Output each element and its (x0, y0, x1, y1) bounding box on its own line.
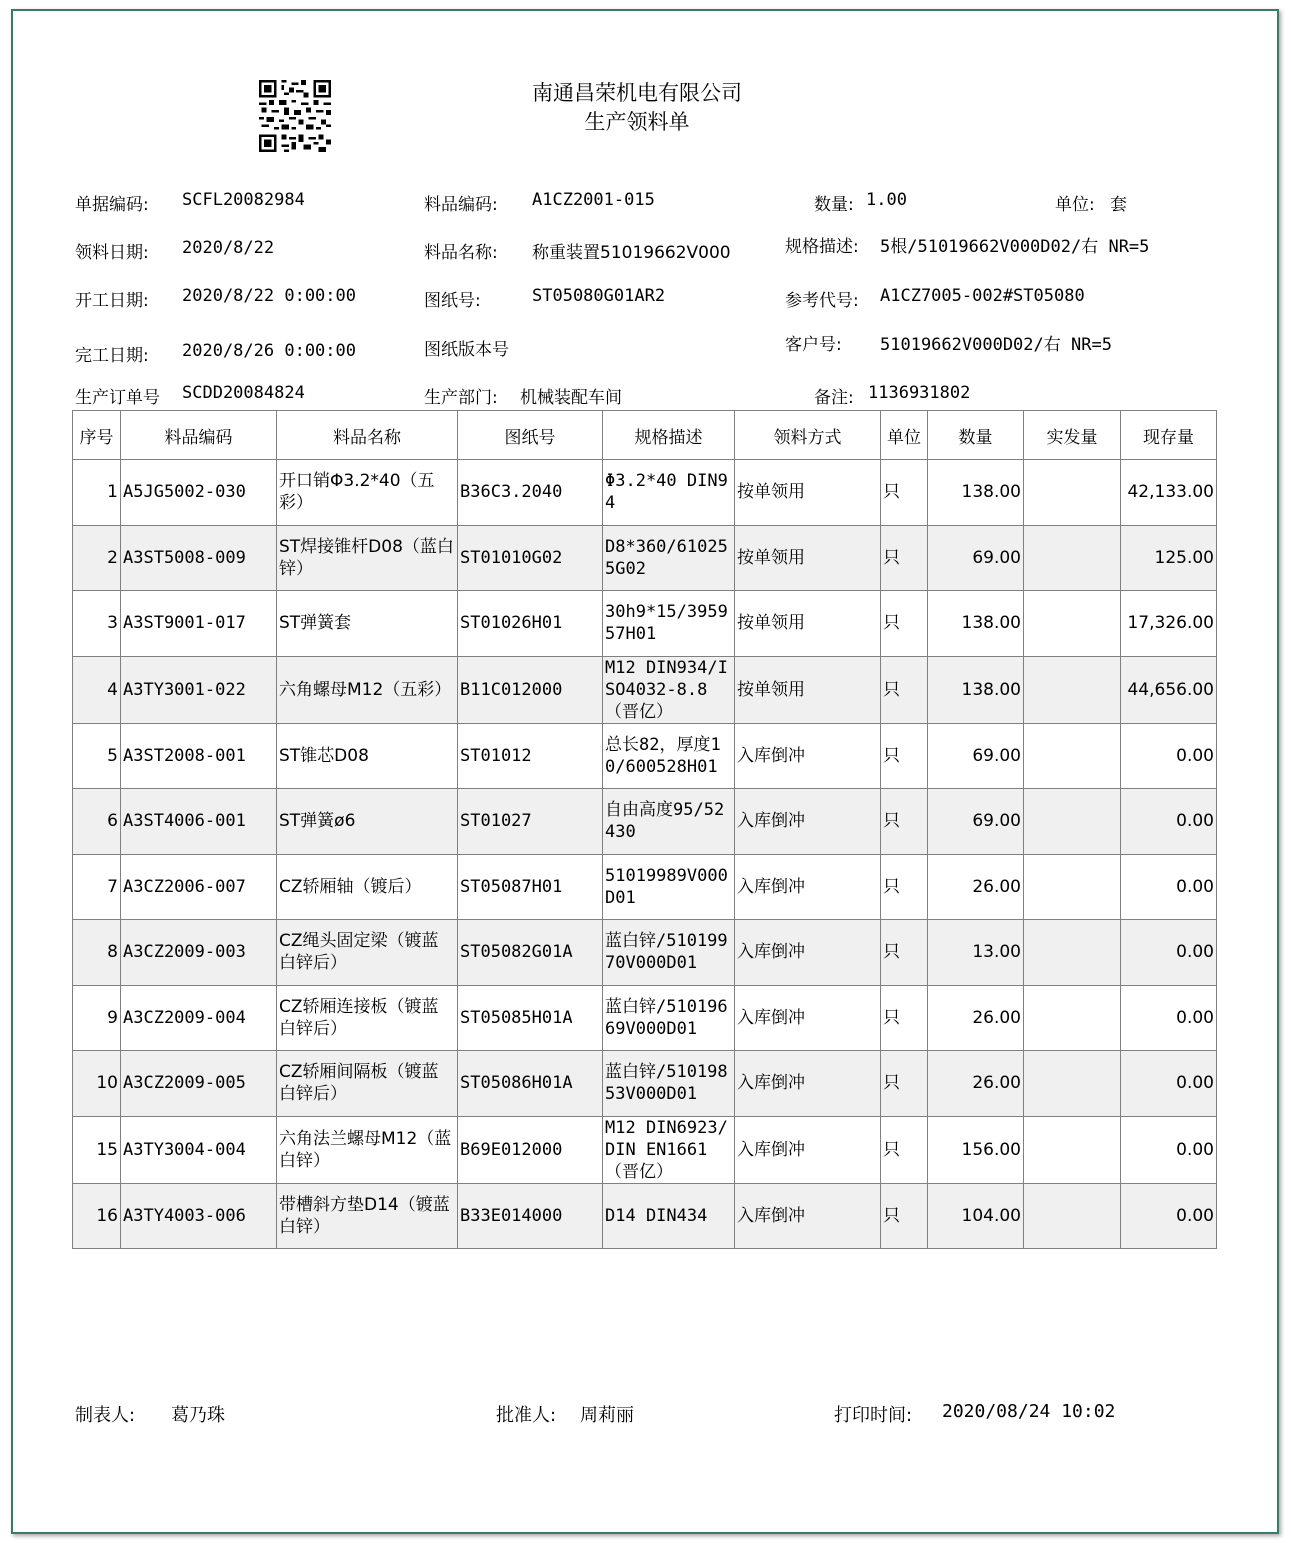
spec-value: 5根/51019662V000D02/右 NR=5 (880, 237, 1150, 257)
row-unit: 只 (881, 985, 928, 1051)
row-stock-qty: 0.00 (1121, 1183, 1217, 1249)
item-name-value: 称重装置51019662V000 (532, 243, 731, 263)
unit-label: 单位: (1055, 195, 1095, 215)
row-stock-qty: 0.00 (1121, 985, 1217, 1051)
qty-label: 数量: (814, 195, 854, 215)
row-item-code: A3TY3004-004 (121, 1116, 277, 1183)
row-method: 入库倒冲 (735, 1051, 881, 1117)
row-spec: 自由高度95/52430 (603, 789, 735, 855)
row-seq: 9 (73, 985, 121, 1051)
row-seq: 7 (73, 854, 121, 920)
dept-value: 机械装配车间 (520, 388, 622, 408)
col-header-unit: 单位 (881, 411, 928, 460)
row-drawing-no: B33E014000 (458, 1183, 603, 1249)
col-header-actual-qty: 实发量 (1024, 411, 1121, 460)
col-header-drawing-no: 图纸号 (458, 411, 603, 460)
spec-label: 规格描述: (785, 237, 859, 257)
pick-date-label: 领料日期: (75, 243, 149, 263)
row-actual-qty (1024, 789, 1121, 855)
row-qty: 104.00 (928, 1183, 1024, 1249)
row-spec: D8*360/610255G02 (603, 525, 735, 591)
approver-value: 周莉丽 (580, 1405, 634, 1426)
row-item-name: CZ轿厢连接板（镀蓝白锌后） (277, 985, 458, 1051)
row-spec: Φ3.2*40 DIN94 (603, 460, 735, 526)
row-item-code: A3CZ2009-004 (121, 985, 277, 1051)
end-date-label: 完工日期: (75, 346, 149, 366)
row-method: 入库倒冲 (735, 1116, 881, 1183)
row-stock-qty: 17,326.00 (1121, 591, 1217, 657)
print-time-label: 打印时间: (834, 1405, 913, 1426)
row-actual-qty (1024, 1183, 1121, 1249)
row-drawing-no: B69E012000 (458, 1116, 603, 1183)
row-seq: 8 (73, 920, 121, 986)
col-header-seq: 序号 (73, 411, 121, 460)
row-unit: 只 (881, 525, 928, 591)
row-actual-qty (1024, 525, 1121, 591)
row-actual-qty (1024, 656, 1121, 723)
row-item-name: 六角螺母M12（五彩） (277, 656, 458, 723)
remark-value: 1136931802 (868, 383, 971, 403)
col-header-qty: 数量 (928, 411, 1024, 460)
document-title: 生产领料单 (584, 110, 690, 134)
table-row (73, 591, 1217, 657)
start-date-label: 开工日期: (75, 291, 149, 311)
row-seq: 15 (73, 1116, 121, 1183)
row-actual-qty (1024, 1116, 1121, 1183)
company-name: 南通昌荣机电有限公司 (532, 81, 742, 105)
row-method: 按单领用 (735, 460, 881, 526)
row-item-name: ST锥芯D08 (277, 723, 458, 789)
row-actual-qty (1024, 1051, 1121, 1117)
row-method: 入库倒冲 (735, 985, 881, 1051)
row-method: 按单领用 (735, 591, 881, 657)
row-item-name: 开口销Φ3.2*40（五彩） (277, 460, 458, 526)
row-drawing-no: ST05085H01A (458, 985, 603, 1051)
row-item-name: ST弹簧套 (277, 591, 458, 657)
row-stock-qty: 0.00 (1121, 920, 1217, 986)
row-unit: 只 (881, 723, 928, 789)
table-header-row (73, 411, 1217, 460)
row-unit: 只 (881, 1183, 928, 1249)
row-stock-qty: 0.00 (1121, 723, 1217, 789)
row-qty: 26.00 (928, 1051, 1024, 1117)
col-header-stock-qty: 现存量 (1121, 411, 1217, 460)
doc-no-value: SCFL20082984 (182, 190, 305, 210)
row-actual-qty (1024, 591, 1121, 657)
row-method: 按单领用 (735, 525, 881, 591)
row-actual-qty (1024, 985, 1121, 1051)
row-qty: 138.00 (928, 591, 1024, 657)
row-spec: M12 DIN6923/DIN EN1661（晋亿） (603, 1116, 735, 1183)
row-spec: 蓝白锌/51019970V000D01 (603, 920, 735, 986)
row-item-code: A3ST5008-009 (121, 525, 277, 591)
row-item-code: A3TY3001-022 (121, 656, 277, 723)
row-item-name: ST焊接锥杆D08（蓝白锌） (277, 525, 458, 591)
row-qty: 69.00 (928, 723, 1024, 789)
customer-no-value: 51019662V000D02/右 NR=5 (880, 335, 1112, 355)
doc-no-label: 单据编码: (75, 195, 149, 215)
table-row (73, 460, 1217, 526)
maker-label: 制表人: (75, 1405, 136, 1426)
pick-date-value: 2020/8/22 (182, 238, 275, 258)
row-item-name: ST弹簧ø6 (277, 789, 458, 855)
unit-value: 套 (1110, 195, 1127, 215)
row-seq: 3 (73, 591, 121, 657)
row-stock-qty: 0.00 (1121, 854, 1217, 920)
row-method: 入库倒冲 (735, 723, 881, 789)
item-name-label: 料品名称: (424, 243, 498, 263)
print-time-value: 2020/08/24 10:02 (942, 1401, 1116, 1422)
row-seq: 4 (73, 656, 121, 723)
table-row (73, 985, 1217, 1051)
drawing-no-label: 图纸号: (424, 291, 481, 311)
end-date-value: 2020/8/26 0:00:00 (182, 341, 356, 361)
row-unit: 只 (881, 789, 928, 855)
drawing-version-label: 图纸版本号 (424, 340, 509, 360)
row-item-name: CZ轿厢轴（镀后） (277, 854, 458, 920)
row-item-name: 六角法兰螺母M12（蓝白锌） (277, 1116, 458, 1183)
table-row (73, 1183, 1217, 1249)
row-item-code: A3ST4006-001 (121, 789, 277, 855)
row-qty: 13.00 (928, 920, 1024, 986)
row-unit: 只 (881, 1116, 928, 1183)
row-seq: 16 (73, 1183, 121, 1249)
row-spec: D14 DIN434 (603, 1183, 735, 1249)
row-drawing-no: ST05087H01 (458, 854, 603, 920)
row-unit: 只 (881, 460, 928, 526)
row-stock-qty: 42,133.00 (1121, 460, 1217, 526)
row-method: 入库倒冲 (735, 854, 881, 920)
row-item-name: CZ绳头固定梁（镀蓝白锌后） (277, 920, 458, 986)
remark-label: 备注: (814, 388, 854, 408)
row-unit: 只 (881, 920, 928, 986)
table-row (73, 854, 1217, 920)
row-qty: 69.00 (928, 525, 1024, 591)
row-qty: 138.00 (928, 656, 1024, 723)
row-unit: 只 (881, 854, 928, 920)
table-row (73, 525, 1217, 591)
row-qty: 26.00 (928, 854, 1024, 920)
row-spec: 蓝白锌/51019853V000D01 (603, 1051, 735, 1117)
row-drawing-no: B36C3.2040 (458, 460, 603, 526)
row-drawing-no: ST01010G02 (458, 525, 603, 591)
row-stock-qty: 0.00 (1121, 789, 1217, 855)
row-drawing-no: ST05082G01A (458, 920, 603, 986)
row-unit: 只 (881, 591, 928, 657)
order-no-value: SCDD20084824 (182, 383, 305, 403)
table-row (73, 723, 1217, 789)
item-code-label: 料品编码: (424, 195, 498, 215)
row-method: 按单领用 (735, 656, 881, 723)
approver-label: 批准人: (496, 1405, 557, 1426)
qty-value: 1.00 (866, 190, 907, 210)
row-spec: 蓝白锌/51019669V000D01 (603, 985, 735, 1051)
row-seq: 6 (73, 789, 121, 855)
table-row (73, 789, 1217, 855)
row-seq: 5 (73, 723, 121, 789)
row-item-name: CZ轿厢间隔板（镀蓝白锌后） (277, 1051, 458, 1117)
row-unit: 只 (881, 656, 928, 723)
table-row (73, 920, 1217, 986)
row-qty: 156.00 (928, 1116, 1024, 1183)
row-item-code: A3ST9001-017 (121, 591, 277, 657)
table-row (73, 1116, 1217, 1183)
row-unit: 只 (881, 1051, 928, 1117)
col-header-item-name: 料品名称 (277, 411, 458, 460)
start-date-value: 2020/8/22 0:00:00 (182, 286, 356, 306)
row-seq: 1 (73, 460, 121, 526)
drawing-no-value: ST05080G01AR2 (532, 286, 666, 306)
row-drawing-no: ST01026H01 (458, 591, 603, 657)
row-item-code: A3CZ2009-003 (121, 920, 277, 986)
ref-code-value: A1CZ7005-002#ST05080 (880, 286, 1085, 306)
row-drawing-no: ST01012 (458, 723, 603, 789)
row-drawing-no: ST01027 (458, 789, 603, 855)
row-item-name: 带槽斜方垫D14（镀蓝白锌） (277, 1183, 458, 1249)
row-item-code: A5JG5002-030 (121, 460, 277, 526)
table-row (73, 656, 1217, 723)
row-item-code: A3ST2008-001 (121, 723, 277, 789)
row-method: 入库倒冲 (735, 1183, 881, 1249)
row-stock-qty: 44,656.00 (1121, 656, 1217, 723)
row-qty: 138.00 (928, 460, 1024, 526)
row-actual-qty (1024, 460, 1121, 526)
item-code-value: A1CZ2001-015 (532, 190, 655, 210)
qr-code-icon (259, 80, 331, 152)
material-table (72, 410, 1217, 1249)
maker-value: 葛乃珠 (171, 1405, 225, 1426)
row-stock-qty: 125.00 (1121, 525, 1217, 591)
row-drawing-no: B11C012000 (458, 656, 603, 723)
table-row (73, 1051, 1217, 1117)
ref-code-label: 参考代号: (785, 291, 859, 311)
row-spec: 51019989V000D01 (603, 854, 735, 920)
col-header-item-code: 料品编码 (121, 411, 277, 460)
row-qty: 26.00 (928, 985, 1024, 1051)
row-spec: M12 DIN934/ISO4032-8.8（晋亿） (603, 656, 735, 723)
row-qty: 69.00 (928, 789, 1024, 855)
row-stock-qty: 0.00 (1121, 1116, 1217, 1183)
row-item-code: A3CZ2009-005 (121, 1051, 277, 1117)
row-stock-qty: 0.00 (1121, 1051, 1217, 1117)
row-drawing-no: ST05086H01A (458, 1051, 603, 1117)
row-actual-qty (1024, 723, 1121, 789)
row-method: 入库倒冲 (735, 789, 881, 855)
row-spec: 总长82，厚度10/600528H01 (603, 723, 735, 789)
col-header-method: 领料方式 (735, 411, 881, 460)
row-seq: 10 (73, 1051, 121, 1117)
row-actual-qty (1024, 854, 1121, 920)
row-method: 入库倒冲 (735, 920, 881, 986)
customer-no-label: 客户号: (785, 335, 842, 355)
col-header-spec: 规格描述 (603, 411, 735, 460)
row-actual-qty (1024, 920, 1121, 986)
order-no-label: 生产订单号 (75, 388, 160, 408)
row-item-code: A3CZ2006-007 (121, 854, 277, 920)
row-seq: 2 (73, 525, 121, 591)
dept-label: 生产部门: (424, 388, 498, 408)
row-item-code: A3TY4003-006 (121, 1183, 277, 1249)
row-spec: 30h9*15/395957H01 (603, 591, 735, 657)
